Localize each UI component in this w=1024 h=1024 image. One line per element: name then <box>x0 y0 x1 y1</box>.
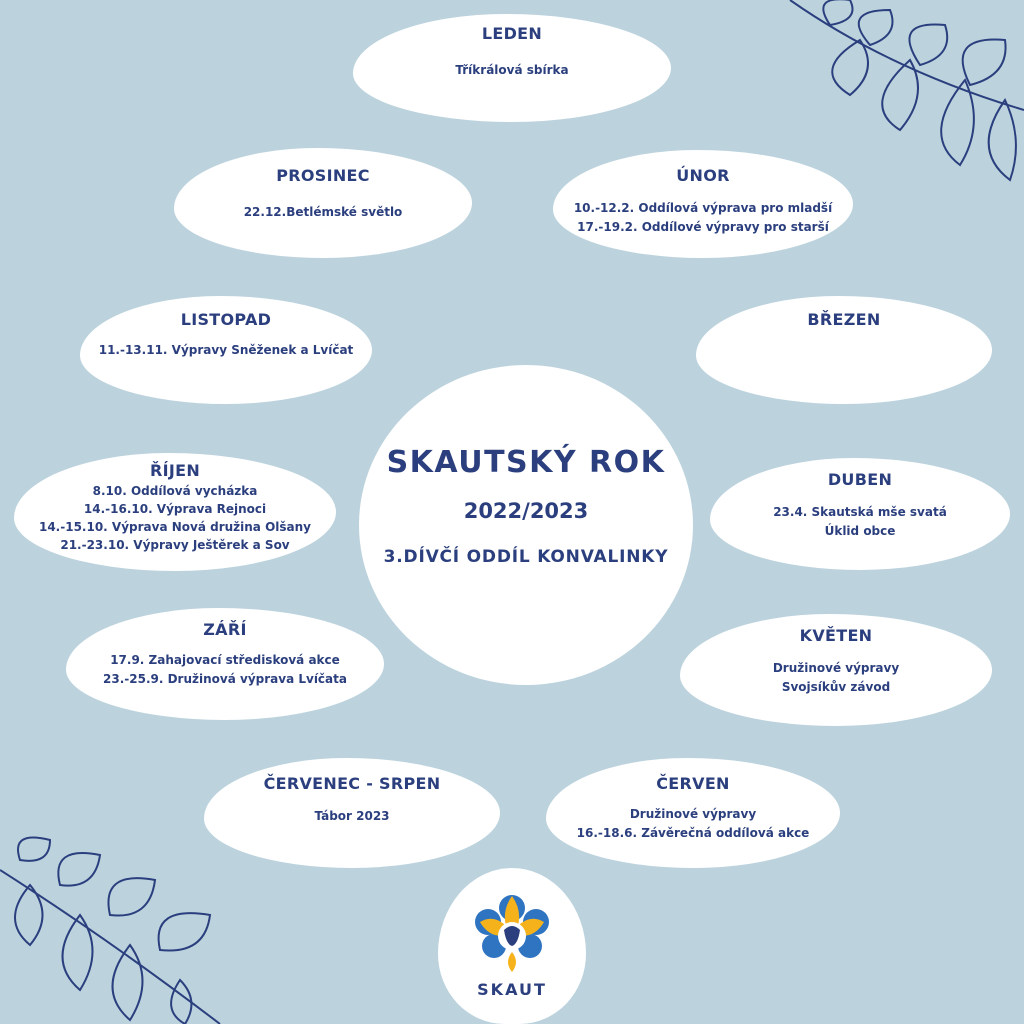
month-name: ČERVEN <box>656 774 730 793</box>
month-name: ČERVENEC - SRPEN <box>263 774 441 793</box>
event-list <box>66 651 384 689</box>
event-item: 17.-19.2. Oddílové výpravy pro starší <box>577 220 829 234</box>
month-name: BŘEZEN <box>807 310 881 329</box>
month-bubble-unor <box>553 150 853 258</box>
title-circle <box>359 365 693 685</box>
troop-name: 3.DÍVČÍ ODDÍL KONVALINKY <box>383 547 669 567</box>
month-name: PROSINEC <box>276 166 370 185</box>
month-bubble-cerven <box>546 758 840 868</box>
month-bubble-leden <box>353 14 671 122</box>
month-name: DUBEN <box>827 470 893 489</box>
event-list <box>680 659 992 697</box>
event-list <box>710 503 1010 541</box>
event-item: Úklid obce <box>824 524 896 538</box>
month-bubble-kveten <box>680 614 992 726</box>
skaut-lily-icon <box>472 892 552 974</box>
month-bubble-rijen <box>14 453 336 571</box>
month-name: ŘÍJEN <box>149 461 201 480</box>
event-item: Družinové výpravy <box>772 661 900 675</box>
event-item: 23.4. Skautská mše svatá <box>773 505 947 519</box>
month-bubble-duben <box>710 458 1010 570</box>
month-bubble-cervenec-srpen <box>204 758 500 868</box>
event-list <box>204 807 500 826</box>
event-item: 17.9. Zahajovací středisková akce <box>110 653 340 667</box>
event-item: 14.-16.10. Výprava Rejnoci <box>83 502 267 516</box>
month-name: ÚNOR <box>676 166 730 185</box>
skaut-logo <box>438 868 586 1024</box>
event-item: 23.-25.9. Družinová výprava Lvíčata <box>103 672 347 686</box>
event-list <box>80 341 372 360</box>
event-item: Tříkrálová sbírka <box>455 63 569 77</box>
school-year: 2022/2023 <box>463 499 589 523</box>
event-item: Svojsíkův závod <box>781 680 891 694</box>
event-list <box>174 203 472 222</box>
month-bubble-brezen <box>696 296 992 404</box>
event-item: 8.10. Oddílová vycházka <box>92 484 258 498</box>
event-list <box>553 199 853 237</box>
event-item: 14.-15.10. Výprava Nová družina Olšany <box>38 520 311 534</box>
page-title: SKAUTSKÝ ROK <box>386 445 666 480</box>
month-bubble-prosinec <box>174 148 472 258</box>
month-name: KVĚTEN <box>799 626 873 645</box>
event-list <box>14 482 336 554</box>
event-item: 16.-18.6. Závěrečná oddílová akce <box>576 826 810 840</box>
event-item: 22.12.Betlémské světlo <box>243 205 403 219</box>
event-list <box>353 61 671 80</box>
month-bubble-zari <box>66 608 384 720</box>
event-item: 11.-13.11. Výpravy Sněženek a Lvíčat <box>98 343 354 357</box>
month-name: LISTOPAD <box>180 310 272 329</box>
event-item: Družinové výpravy <box>629 807 757 821</box>
leaf-branch-bottom-left-icon <box>0 830 260 1024</box>
month-name: ZÁŘÍ <box>203 620 247 639</box>
month-bubble-listopad <box>80 296 372 404</box>
event-list <box>546 805 840 843</box>
event-item: 21.-23.10. Výpravy Ještěrek a Sov <box>60 538 290 552</box>
month-name: LEDEN <box>481 24 543 43</box>
event-item: Tábor 2023 <box>314 809 390 823</box>
logo-text: SKAUT <box>477 980 547 999</box>
event-item: 10.-12.2. Oddílová výprava pro mladší <box>573 201 833 215</box>
